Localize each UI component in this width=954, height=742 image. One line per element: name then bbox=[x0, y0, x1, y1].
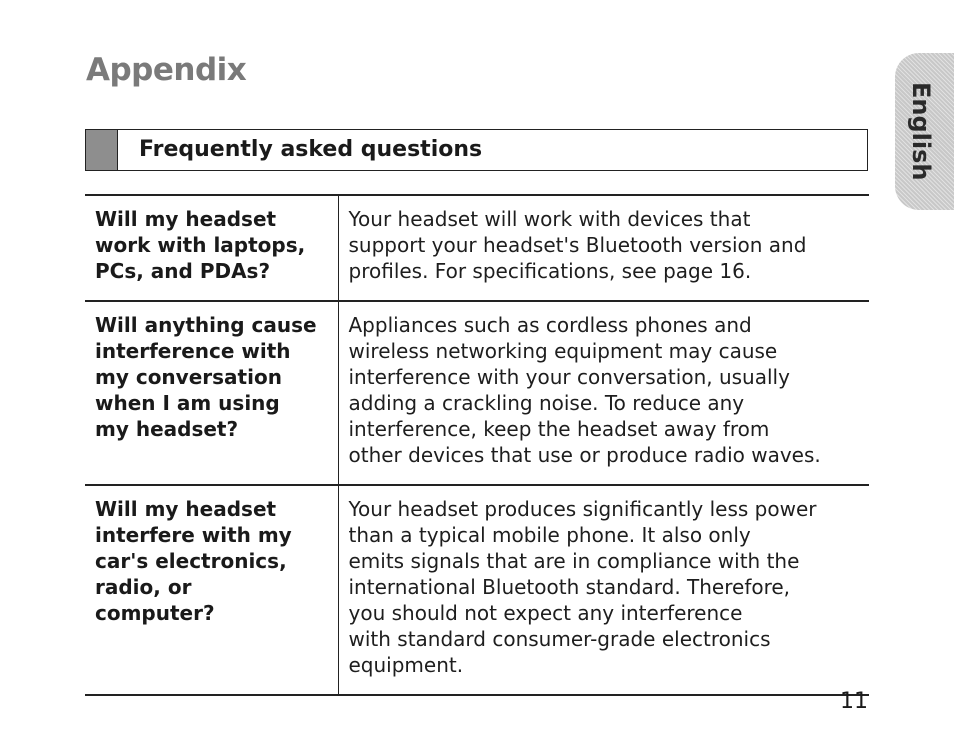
section-header bbox=[85, 129, 868, 171]
faq-row bbox=[85, 485, 869, 695]
answer-line: than a typical mobile phone. It also only bbox=[348, 523, 751, 547]
faq-row bbox=[85, 195, 869, 301]
faq-question bbox=[85, 195, 338, 301]
question-line: work with laptops, bbox=[95, 233, 306, 257]
answer-line: wireless networking equipment may cause bbox=[348, 339, 778, 363]
faq-answer bbox=[338, 195, 869, 301]
answer-line: international Bluetooth standard. Therefore, bbox=[348, 575, 791, 599]
question-line: my conversation bbox=[95, 365, 282, 389]
faq-question bbox=[85, 485, 338, 695]
answer-line: other devices that use or produce radio waves. bbox=[348, 443, 821, 467]
answer-line: interference, keep the headset away from bbox=[348, 417, 770, 441]
question-line: interference with bbox=[95, 339, 291, 363]
question-line: radio, or bbox=[95, 575, 192, 599]
question-line: Will my headset bbox=[95, 497, 277, 521]
answer-line: you should not expect any interference bbox=[348, 601, 743, 625]
answer-line: equipment. bbox=[348, 653, 464, 677]
faq-table bbox=[85, 194, 869, 696]
answer-line: adding a crackling noise. To reduce any bbox=[348, 391, 745, 415]
question-line: Will my headset bbox=[95, 207, 277, 231]
question-line: when I am using bbox=[95, 391, 280, 415]
faq-row bbox=[85, 301, 869, 485]
language-tab-label: English bbox=[907, 82, 935, 181]
faq-answer bbox=[338, 301, 869, 485]
answer-line: Your headset will work with devices that bbox=[348, 207, 751, 231]
question-line: PCs, and PDAs? bbox=[95, 259, 271, 283]
section-title: Frequently asked questions bbox=[139, 137, 483, 162]
answer-line: with standard consumer-grade electronics bbox=[348, 627, 771, 651]
answer-line: Your headset produces significantly less power bbox=[348, 497, 817, 521]
question-line: Will anything cause bbox=[95, 313, 317, 337]
faq-answer bbox=[338, 485, 869, 695]
answer-line: emits signals that are in compliance with the bbox=[348, 549, 800, 573]
answer-line: support your headset's Bluetooth version and bbox=[348, 233, 807, 257]
question-line: computer? bbox=[95, 601, 215, 625]
page-title: Appendix bbox=[86, 52, 247, 88]
answer-line: profiles. For specifications, see page 16. bbox=[348, 259, 752, 283]
section-marker bbox=[86, 130, 118, 170]
question-line: my headset? bbox=[95, 417, 239, 441]
question-line: interfere with my bbox=[95, 523, 292, 547]
page-number: 11 bbox=[840, 689, 868, 714]
answer-line: Appliances such as cordless phones and bbox=[348, 313, 752, 337]
faq-question bbox=[85, 301, 338, 485]
question-line: car's electronics, bbox=[95, 549, 287, 573]
answer-line: interference with your conversation, usually bbox=[348, 365, 790, 389]
